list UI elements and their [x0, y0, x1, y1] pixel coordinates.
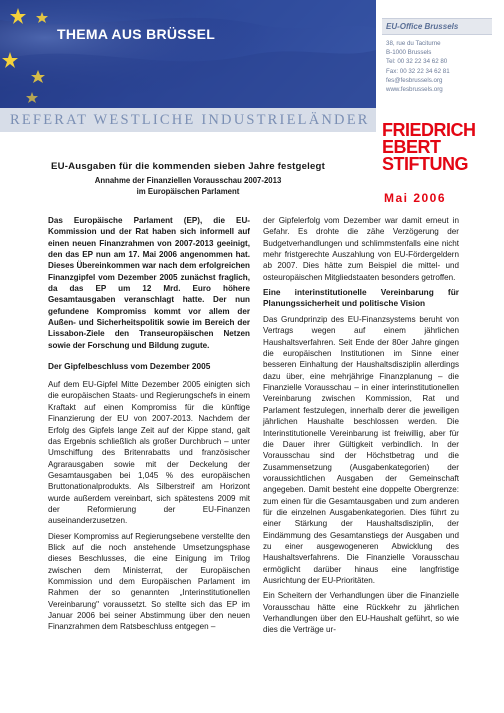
office-contact-box [382, 18, 492, 94]
fes-logo [382, 122, 500, 173]
article-subtitle-line-2: im Europäischen Parlament [136, 187, 240, 196]
office-address [382, 35, 492, 94]
text-column-left [48, 215, 250, 637]
lead-paragraph: Das Europäische Parlament (EP), die EU-Kommission und der Rat haben sich informell auf einen neuen Finanzrahmen von 2007-2013 geeinigt, den das EP nun am 17. Mai 2006 angenommen hat. Dieses Übereinkommen war nach dem erfolgreichen Finanzgipfel vom Dezember 2005 zunächst fraglich, da das EP um 12 Mrd. Euro höhere Gesamtausgaben veranschlagt hatte. Der nun gefundene Kompromiss kommt vor allem der Außen- und Sicherheitspolitik sowie im Bereich der Lissabon-Ziele den Transeuropäischen Netzen sowie der Forschung und Bildung zugute. [48, 216, 250, 350]
office-email-link[interactable]: fes@fesbrussels.org [386, 76, 443, 84]
header-banner [0, 0, 376, 108]
text-column-right [263, 215, 459, 640]
paragraph: Auf dem EU-Gipfel Mitte Dezember 2005 einigten sich die europäischen Staats- und Regierungschefs in einem Kraftakt auf einen Kompromiss für die künftige Finanzierung der EU von 2007-2013. Nachdem der Erfolg des Gipfels lange Zeit auf der Kippe stand, galt das Ergebnis schließlich als großer Durchbruch – unter Umschiffung des Britenrabatts und französischer Agrarausgaben sowie mit der Deckelung der Gesamtausgaben bei 1,045 % des europäischen Bruttonationalprodukts. Als Silberstreif am Horizont wurde außerdem vereinbart, sich spätestens 2009 mit der Reformierung der EU-Finanzen auseinanderzusetzen. [48, 380, 250, 526]
logo-line-3: STIFTUNG [382, 154, 468, 174]
office-website-link[interactable]: www.fesbrussels.org [386, 86, 443, 94]
paragraph: Dieser Kompromiss auf Regierungsebene verstellte den Blick auf die noch anstehende Umsetzungsphase dieses Beschlusses, die eine Einigung im Trilog zwischen dem Ministerrat, der Europäischen Kommission und dem Europäischen Parlament im Rahmen der so genannten „Interinstitutionellen Vereinbarung" voraussetzt. So stellte sich das EP im Januar 2006 bei seiner Abstimmung über den neuen Finanzrahmen dem Ratsbeschluss entgegen – [48, 531, 250, 632]
office-city: B-1000 Brussels [386, 49, 432, 57]
office-fax: Fax: 00 32 22 34 62 81 [386, 67, 450, 75]
section-heading-gipfel: Der Gipfelbeschluss vom Dezember 2005 [48, 361, 211, 372]
office-phone: Tel: 00 32 22 34 62 80 [386, 58, 448, 66]
header-subtitle: REFERAT WESTLICHE INDUSTRIELÄNDER [0, 108, 376, 132]
paragraph: Ein Scheitern der Verhandlungen über die Finanzielle Vorausschau hätte eine Rückkehr zu jährlichen Verhandlungen über den EU-Haushalt geführt, so wie dies die Verträge ur- [263, 591, 459, 635]
article-subtitle-line-1: Annahme der Finanziellen Vorausschau 2007-2013 [94, 176, 282, 185]
logo-line-2: EBERT [382, 137, 441, 157]
article-title: EU-Ausgaben für die kommenden sieben Jahre festgelegt [51, 161, 325, 172]
issue-date: Mai 2006 [384, 191, 447, 205]
office-street: 38, rue du Taciturne [386, 40, 441, 47]
eu-flag-background [0, 0, 376, 108]
paragraph: der Gipfelerfolg vom Dezember war damit erneut in Gefahr. Es drohte die zähe Verzögerung der Budgetverhandlungen und schlimmstenfalls eine nicht mehr fristgerechte Auszahlung von EU-Fördergeldern ab 2007. Dies hätte zum Beispiel die mittel- und osteuropäischen Mitgliedstaaten besonders getroffen. [263, 216, 459, 282]
article-subtitle [0, 175, 376, 197]
office-title: EU-Office Brussels [382, 18, 492, 35]
paragraph: Das Grundprinzip des EU-Finanzsystems beruht von Vertrags wegen auf einem jährlichen Haushaltsverfahren. Seit Ende der 80er Jahre gingen die europäischen Institutionen im Sinne einer besseren Einhaltung der Haushaltsdisziplin allerdings dazu über, eine mehrjährige Finanzplanung – die Finanzielle Vorausschau – in einer interinstitutionellen Vereinbarung zwischen Kommission, Rat und Parlament festzulegen, innerhalb derer die jeweiligen jährlichen Haushalte beschlossen werden. Die Interinstitutionelle Vereinbarung ist freiwillig, aber für die Dauer ihrer Gültigkeit verbindlich. In der Vorausschau sind der Höchstbetrag und die Zusammensetzung (Ausgabenkategorien) der voraussichtlichen Ausgaben der Gemeinschaft angegeben. Damit besteht eine doppelte Obergrenze: zum einen für die Gesamtausgaben und zum anderen für die einzelnen Ausgabenkategorien. Dies führt zu einer Stärkung der Haushaltsdisziplin, der Eindämmung des Gesamtanstiegs der Ausgaben und zu einer ausgewogeneren Abwicklung des Haushaltsverfahrens. Die Finanzielle Vorausschau ermöglicht darüber hinaus eine langfristige Ausrichtung der EU-Prioritäten. [263, 315, 459, 585]
section-heading-vereinbarung: Eine interinstitutionelle Vereinbarung für Planungssicherheit und politische Vision [263, 287, 459, 309]
logo-line-1: FRIEDRICH [382, 120, 476, 140]
header-title: THEMA AUS BRÜSSEL [57, 26, 216, 42]
